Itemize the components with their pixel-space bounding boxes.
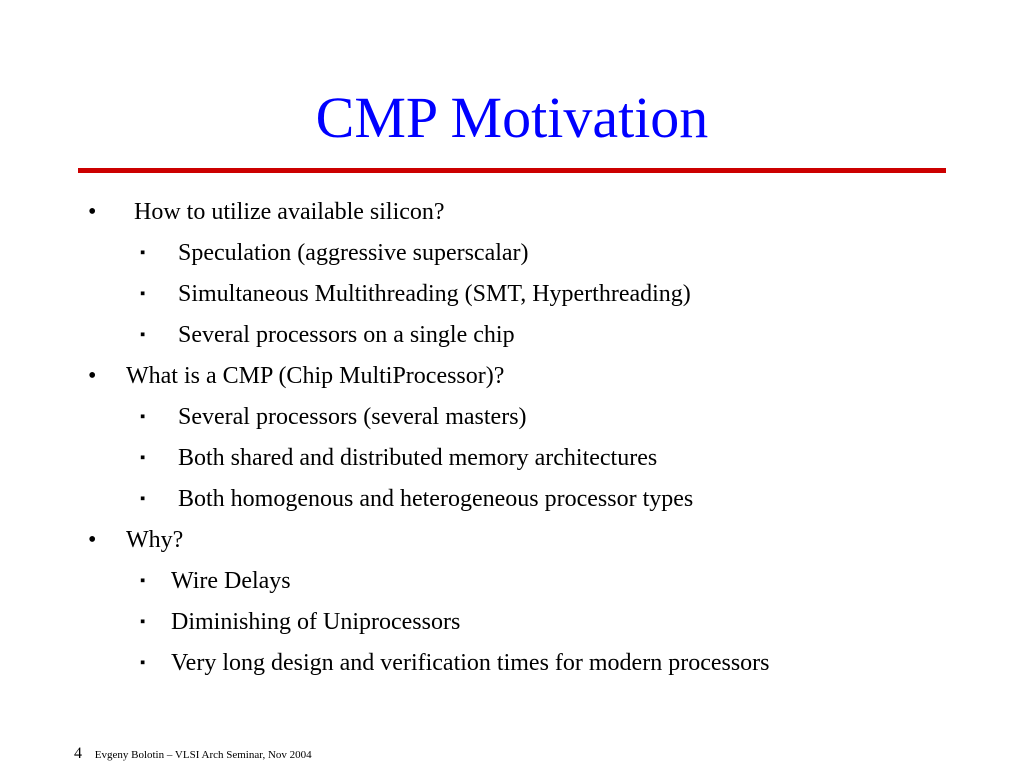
bullet-dot-icon: •	[88, 199, 97, 225]
sub-bullet-item	[0, 274, 1024, 315]
bullet-text: How to utilize available silicon?	[134, 199, 445, 225]
square-bullet-icon: ▪	[140, 245, 146, 261]
slide-title: CMP Motivation	[315, 85, 709, 150]
square-bullet-icon: ▪	[140, 573, 146, 589]
title-underline-rule	[78, 168, 946, 173]
footer-text: Evgeny Bolotin – VLSI Arch Seminar, Nov 2004	[94, 749, 312, 761]
square-bullet-icon: ▪	[140, 327, 146, 343]
sub-bullet-item	[0, 602, 1024, 643]
sub-bullet-text: Very long design and verification times for modern processors	[171, 650, 770, 676]
bullet-item	[0, 192, 1024, 233]
sub-bullet-text: Simultaneous Multithreading (SMT, Hyperthreading)	[178, 281, 691, 307]
square-bullet-icon: ▪	[140, 491, 146, 507]
sub-bullet-item	[0, 561, 1024, 602]
bullet-item	[0, 520, 1024, 561]
sub-bullet-item	[0, 643, 1024, 684]
sub-bullet-text: Wire Delays	[171, 568, 291, 594]
sub-bullet-text: Speculation (aggressive superscalar)	[178, 240, 529, 266]
sub-bullet-text: Both shared and distributed memory architectures	[178, 445, 658, 471]
square-bullet-icon: ▪	[140, 409, 146, 425]
sub-bullet-item	[0, 397, 1024, 438]
bullet-list	[0, 192, 1024, 684]
bullet-dot-icon: •	[88, 527, 97, 553]
square-bullet-icon: ▪	[140, 450, 146, 466]
square-bullet-icon: ▪	[140, 614, 146, 630]
sub-bullet-text: Several processors (several masters)	[178, 404, 527, 430]
sub-bullet-text: Several processors on a single chip	[178, 322, 515, 348]
sub-bullet-text: Diminishing of Uniprocessors	[171, 609, 461, 635]
sub-bullet-text: Both homogenous and heterogeneous processor types	[178, 486, 694, 512]
bullet-item	[0, 356, 1024, 397]
sub-bullet-item	[0, 479, 1024, 520]
sub-bullet-item	[0, 315, 1024, 356]
sub-bullet-item	[0, 438, 1024, 479]
square-bullet-icon: ▪	[140, 655, 146, 671]
bullet-text: Why?	[126, 527, 184, 553]
page-number: 4	[74, 745, 82, 762]
bullet-text: What is a CMP (Chip MultiProcessor)?	[126, 363, 505, 389]
slide-footer	[74, 744, 312, 764]
square-bullet-icon: ▪	[140, 286, 146, 302]
bullet-dot-icon: •	[88, 363, 97, 389]
sub-bullet-item	[0, 233, 1024, 274]
